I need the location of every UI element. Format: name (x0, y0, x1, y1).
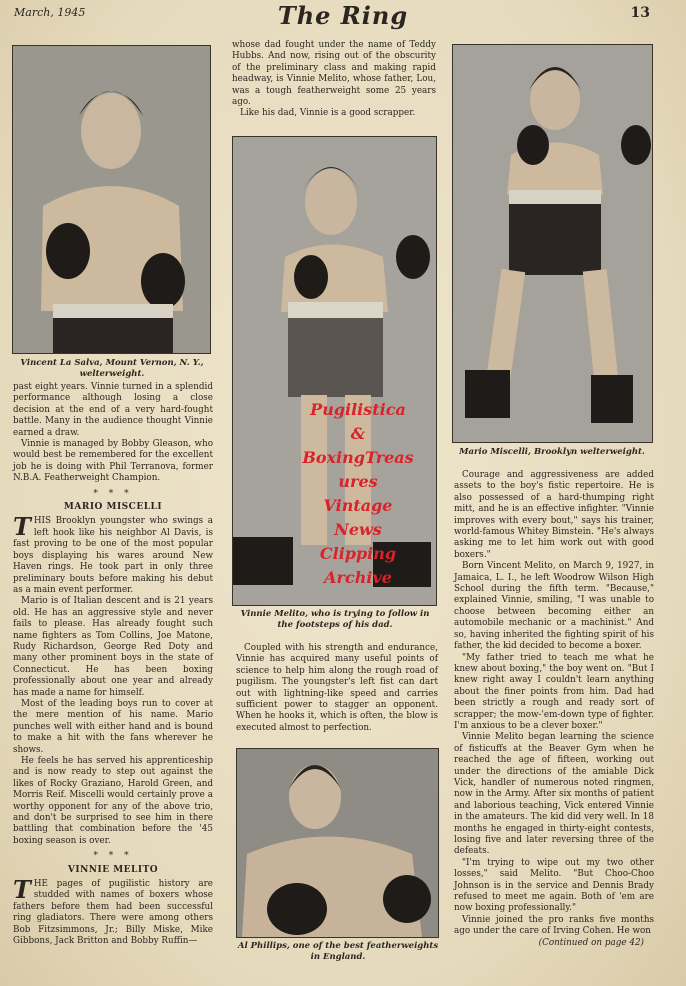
watermark-line: Clipping (319, 544, 397, 563)
watermark-line: ures (338, 472, 378, 491)
col1-paragraph: He feels he has served his apprenticeship and is now ready to step out against the likes of Rocky Graziano, Harold Green, and Morris Reif. Miscelli would certainly prove a worthy opponent for any of the above trio, and don't be surprised to see him in there battling that combination before the '45 boxing season is over. (13, 756, 213, 846)
continued-note: (Continued on page 42) (538, 937, 644, 948)
col1-paragraph: past eight years. Vinnie turned in a splendid performance although losing a close decision at the end of a very hard-fought battle. Many in the audience thought Vinnie earned a draw. (13, 382, 213, 438)
caption-miscelli: Mario Miscelli, Brooklyn welterweight. (459, 447, 645, 457)
column-3 (454, 470, 654, 949)
boxer-photo-1-icon (13, 46, 210, 353)
drop-cap: T (13, 512, 31, 542)
column-2-top (232, 40, 436, 120)
caption-la-salva: Vincent La Salva, Mount Vernon, N. Y., welterweight. (20, 358, 204, 379)
col3-paragraph: Vinnie Melito began learning the science of fisticuffs at the Beaver Gym when he reached the age of fifteen, working out under the directions of the amiable Dick Vick, handler of numerous noted ringmen, now in the Army. After six months of patient and laborious teaching, Vick entered Vinnie in the amateurs. The kid did very well. In 18 months he engaged in thirty-eight contests, losing five and later reversing three of the defeats. (454, 732, 654, 857)
photo-miscelli (452, 44, 653, 443)
section-divider: * * * (93, 851, 133, 862)
col1-paragraph: Most of the leading boys run to cover at the mere mention of his name. Mario punches well with either hand and is bound to make a hit with the fans wherever he shows. (13, 698, 213, 755)
col3-paragraph: "My father tried to teach me what he knew about boxing," the boy went on. "But I knew right away I couldn't learn anything about the finer points from him. Dad had been strictly a rough and ready sort of scrapper; the mow-'em-down type of fighter. I'm anxious to be a clever boxer." (454, 652, 654, 731)
photo-la-salva (12, 45, 211, 354)
watermark (278, 398, 438, 590)
issue-date: March, 1945 (14, 6, 86, 19)
col1-paragraph: HE pages of pugilistic history are studded with names of boxers whose fathers before them had been successful ring gladiators. There were among others Bob Fitzsimmons, Jr.; Billy Miske, Mike Gibbons, Jack Britton and Bobby Ruffin— (13, 879, 213, 947)
watermark-line: Archive (324, 568, 392, 587)
boxer-photo-3-icon (453, 45, 652, 442)
watermark-line: News (334, 520, 382, 539)
col3-paragraph: "I'm trying to wipe out my two other losses," said Melito. "But Choo-Choo Johnson is in the service and Dennis Brady refused to meet me again. Both of 'em are now boxing professionally." (454, 857, 654, 914)
col1-paragraph: Vinnie is managed by Bobby Gleason, who would best be remembered for the excellent job he is doing with Phil Terranova, former N.B.A. Featherweight Champion. (13, 439, 213, 484)
photo-phillips (236, 748, 439, 938)
column-1 (13, 382, 213, 948)
caption-phillips: Al Phillips, one of the best featherweights in England. (237, 941, 439, 962)
col2-paragraph: Coupled with his strength and endurance, Vinnie has acquired many useful points of science to help him along the rough road of pugilism. The youngster's left fist can dart out with lightning-like speed and carries sufficient power to stagger an opponent. When he hooks it, which is often, the blow is executed almost to perfection. (236, 643, 438, 733)
col3-paragraph: Vinnie joined the pro ranks five months ago under the care of Irving Cohen. He won (454, 914, 654, 937)
column-2-middle (236, 643, 438, 734)
col2-paragraph: Like his dad, Vinnie is a good scrapper. (240, 108, 416, 119)
heading-mario-miscelli: MARIO MISCELLI (63, 502, 163, 513)
watermark-line: Vintage (323, 496, 393, 515)
col3-paragraph: Courage and aggressiveness are added assets to the boy's fistic repertoire. He is also possessed of a hard-thumping right mitt, and he is an effective infighter. "Vinnie improves with every bout," says his trainer, world-famous Whitey Bimstein. "He's always asking me to let him work out with good boxers." (454, 470, 654, 560)
heading-vinnie-melito: VINNIE MELITO (67, 864, 159, 875)
page-number: 13 (630, 5, 650, 21)
section-divider: * * * (93, 488, 133, 499)
watermark-line: Pugilistica (310, 400, 406, 419)
col2-paragraph: whose dad fought under the name of Teddy Hubbs. And now, rising out of the obscurity of the preliminary class and making rapid headway, is Vinnie Melito, whose father, Lou, was a tough featherweight some 25 years ago. (232, 40, 436, 108)
watermark-line: & (350, 424, 366, 443)
col3-paragraph: Born Vincent Melito, on March 9, 1927, in Jamaica, L. I., he left Woodrow Wilson High School during the fifth term. "Because," explained Vinnie, smiling, "I was unable to choose between becoming either an automobile mechanic or a machinist." And so, having inherited the fighting spirit of his father, the kid decided to become a boxer. (454, 561, 654, 652)
col1-paragraph: Mario is of Italian descent and is 21 years old. He has an aggressive style and never fails to please. Has already fought such name fighters as Tom Collins, Joe Matone, Rudy Richardson, George Red Doty and many other prominent boys in the state of Connecticut. He has been boxing professionally about one year and already has made a name for himself. (13, 596, 213, 698)
boxer-photo-4-icon (237, 749, 438, 937)
caption-melito: Vinnie Melito, who is trying to follow in the footsteps of his dad. (240, 609, 430, 630)
drop-cap: T (13, 875, 31, 905)
watermark-line: BoxingTreas (302, 448, 414, 467)
col1-paragraph: HIS Brooklyn youngster who swings a left hook like his neighbor Al Davis, is fast proving to be one of the most popular boys displaying his wares around New Haven rings. He took part in only three preliminary bouts before making his debut as a main event performer. (13, 516, 213, 595)
magazine-title: The Ring (277, 1, 409, 30)
